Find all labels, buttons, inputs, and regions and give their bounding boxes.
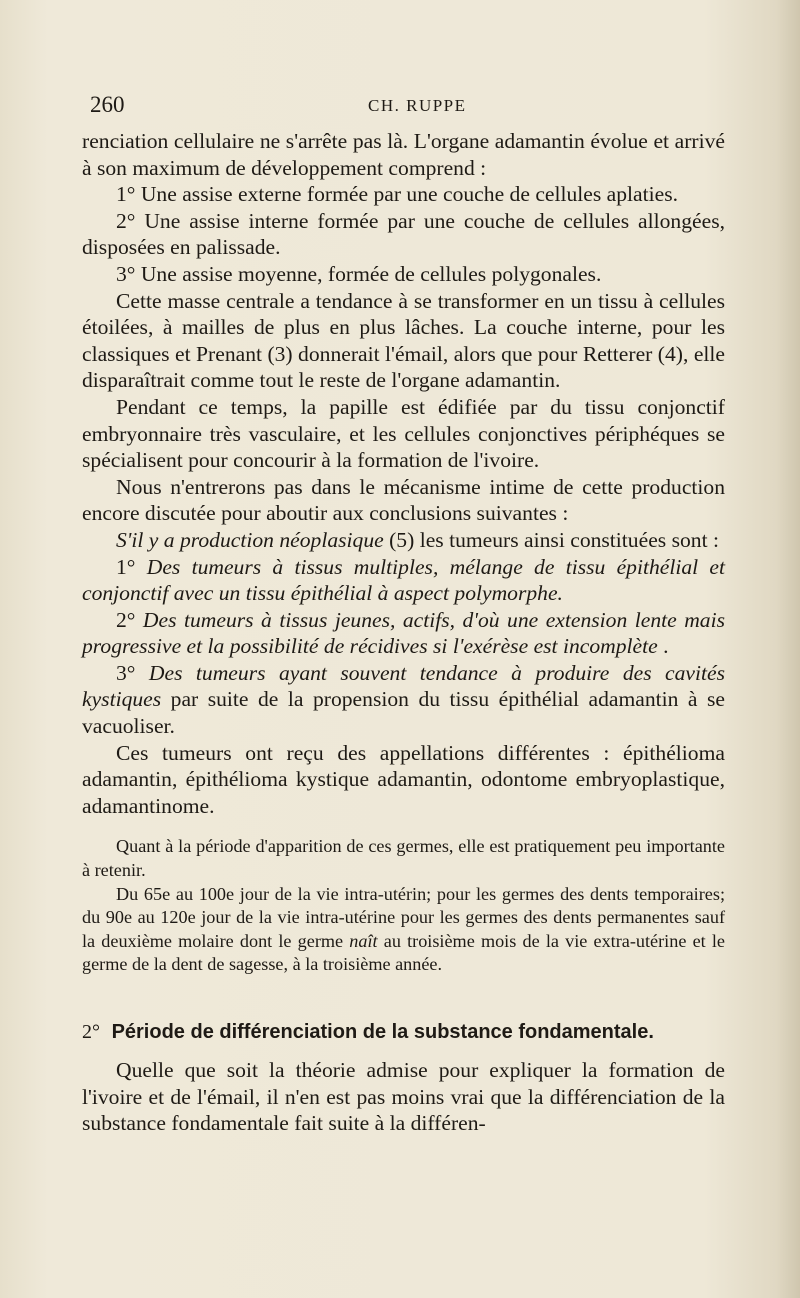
paragraph: Quelle que soit la théorie admise pour expliquer la formation de l'ivoire et de l'émail, il n'en est pas moins vrai que la différenciation de la substance fondamentale fait suite à la différen- (82, 1058, 725, 1136)
section-heading (82, 1019, 725, 1045)
section-title: Période de différenciation de la substance fondamentale. (111, 1021, 654, 1043)
text-span: Du 65e au 100e jour de la vie intra-utérin; pour les germes des dents temporaires; du 90e au 120e jour de la vie intra-utérine pour les germes des dents permanentes sauf la deuxième molaire dont le germe (82, 883, 725, 951)
item-number: 3° (116, 660, 149, 685)
italic-text: Des tumeurs à tissus jeunes, actifs, d'où une extension lente mais progressive et la possibilité de récidives si l'exérèse est incomplète (82, 607, 725, 659)
paragraph: Nous n'entrerons pas dans le mécanisme intime de cette production encore discutée pour aboutir aux conclusions suivantes : (82, 474, 725, 526)
paragraph: Pendant ce temps, la papille est édifiée par du tissu conjonctif embryonnaire très vasculaire, et les cellules conjonctives périphéques se spécialisent pour concourir à la formation de l'ivoire. (82, 394, 725, 473)
item-number: 1° (116, 554, 147, 579)
section-number: 2° (82, 1021, 100, 1043)
running-title: CH. RUPPE (368, 96, 467, 115)
page-header (90, 92, 730, 122)
italic-text: Des tumeurs à tissus multiples, mélange de tissu épithélial et conjonctif avec un tissu épithélial à aspect polymorphe. (82, 554, 725, 606)
conclusion-item (82, 660, 725, 740)
paragraph: 1° Une assise externe formée par une couche de cellules aplaties. (116, 182, 679, 207)
paragraph: renciation cellulaire ne s'arrête pas là. L'organe adamantin évolue et arrivé à son maximum de développement comprend : (82, 129, 725, 180)
small-paragraph (82, 883, 725, 977)
paragraph: Ces tumeurs ont reçu des appellations différentes : épithélioma adamantin, épithélioma kystique adamantin, odontome embryoplastique, adamantinome. (82, 740, 725, 818)
conclusion-item (82, 607, 725, 660)
paragraph (82, 527, 725, 554)
text-span: au troisième mois de la vie extra-utérine et le germe de la dent de sagesse, à la troisième année. (82, 930, 725, 975)
item-number: 2° (116, 607, 143, 632)
paragraph: Cette masse centrale a tendance à se transformer en un tissu à cellules étoilées, à mailles de plus en plus lâches. La couche interne, pour les classiques et Prenant (3) donnerait l'émail, alors que pour Retterer (4), elle disparaîtrait comme tout le reste de l'organe adamantin. (82, 288, 725, 393)
paragraph: 2° Une assise interne formée par une couche de cellules allongées, disposées en palissade. (82, 208, 725, 260)
small-paragraph: Quant à la période d'apparition de ces germes, elle est pratiquement peu importante à retenir. (82, 836, 725, 881)
small-print-block (82, 835, 725, 977)
conclusion-item (82, 554, 725, 607)
italic-word: naît (349, 930, 378, 951)
page-number: 260 (90, 92, 125, 117)
text-span: (5) les tumeurs ainsi constituées sont : (383, 527, 719, 552)
paragraph: 3° Une assise moyenne, formée de cellules polygonales. (116, 261, 602, 286)
text-span: . (657, 634, 669, 659)
italic-text: Des tumeurs ayant souvent tendance à produire des cavités kystiques (82, 660, 725, 712)
text-span: par suite de la propension du tissu épithélial adamantin à se vacuoliser. (82, 687, 725, 739)
italic-phrase: S'il y a production néoplasique (116, 527, 384, 552)
page-body (82, 128, 725, 1137)
